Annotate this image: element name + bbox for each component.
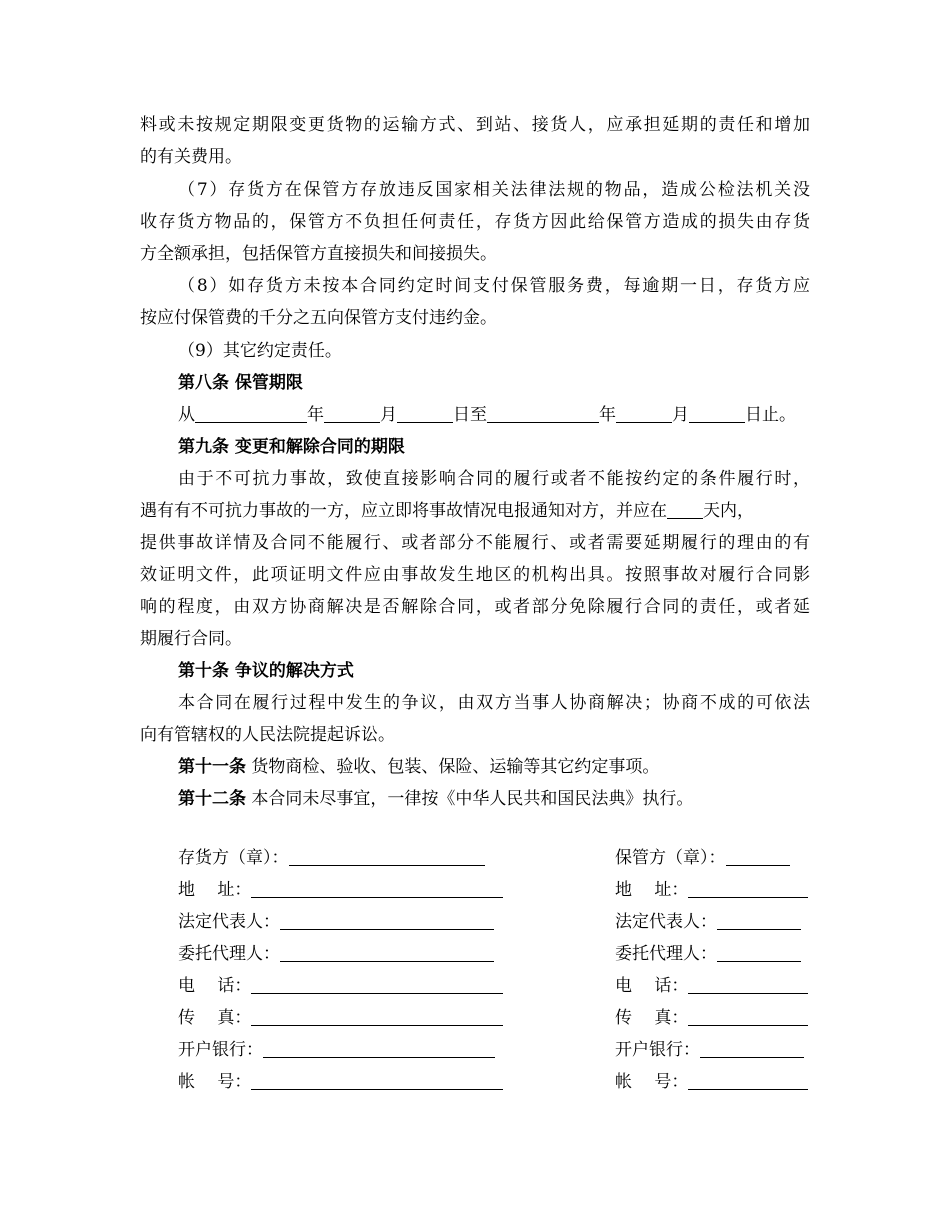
- depositor-seal-label: 存货方（章）：: [178, 848, 289, 868]
- start-day-field[interactable]: [397, 402, 453, 423]
- custodian-phone-label: 电 话：: [615, 976, 689, 996]
- custodian-phone-row: [615, 970, 808, 1002]
- depositor-seal-row: [178, 842, 485, 874]
- depositor-address-field[interactable]: [251, 877, 503, 898]
- depositor-account-row: [178, 1066, 503, 1098]
- custodian-seal-label: 保管方（章）：: [615, 848, 726, 868]
- article-10-title: 第十条 争议的解决方式: [178, 661, 354, 681]
- period-year-label: 年: [307, 405, 324, 425]
- clause-7-line: （7）存货方在保管方存放违反国家相关法律法规的物品，造成公检法机关没: [178, 180, 810, 200]
- depositor-bank-field[interactable]: [263, 1037, 495, 1058]
- depositor-phone-field[interactable]: [251, 973, 503, 994]
- depositor-seal-field[interactable]: [289, 845, 485, 866]
- depositor-fax-row: [178, 1002, 503, 1034]
- article-9-line: 效证明文件，此项证明文件应由事故发生地区的机构出具。按照事故对履行合同影: [140, 565, 810, 585]
- custodian-address-row: [615, 874, 808, 906]
- custodian-fax-row: [615, 1002, 808, 1034]
- article-9-text: 天内，: [703, 501, 754, 521]
- clause-8-line: 按应付保管费的千分之五向保管方支付违约金。: [140, 308, 497, 328]
- custodian-bank-field[interactable]: [700, 1037, 804, 1058]
- custodian-address-label: 地 址：: [615, 880, 689, 900]
- paragraph-line: 的有关费用。: [140, 147, 242, 167]
- article-12-text: 本合同未尽事宜，一律按《中华人民共和国民法典》执行。: [246, 789, 694, 809]
- custodian-bank-row: [615, 1034, 804, 1066]
- article-10-line: 向有管辖权的人民法院提起诉讼。: [140, 725, 395, 745]
- depositor-account-field[interactable]: [251, 1069, 503, 1090]
- depositor-account-label: 帐 号：: [178, 1072, 252, 1092]
- period-from-label: 从: [178, 405, 195, 425]
- custodian-fax-label: 传 真：: [615, 1008, 689, 1028]
- depositor-phone-row: [178, 970, 503, 1002]
- depositor-agent-field[interactable]: [280, 941, 494, 962]
- article-12-head: 第十二条: [178, 789, 246, 809]
- article-9-line: 响的程度，由双方协商解决是否解除合同，或者部分免除履行合同的责任，或者延: [140, 597, 810, 617]
- depositor-fax-label: 传 真：: [178, 1008, 252, 1028]
- depositor-agent-row: [178, 938, 494, 970]
- clause-8-line: （8）如存货方未按本合同约定时间支付保管服务费，每逾期一日，存货方应: [178, 276, 810, 296]
- period-month-label: 月: [672, 405, 689, 425]
- custodian-legal-rep-label: 法定代表人：: [615, 912, 717, 932]
- article-11: [178, 751, 810, 783]
- custodian-account-label: 帐 号：: [615, 1072, 689, 1092]
- custodian-agent-label: 委托代理人：: [615, 944, 717, 964]
- custodian-address-field[interactable]: [688, 877, 808, 898]
- start-year-field[interactable]: [195, 402, 307, 423]
- article-12: [178, 783, 810, 815]
- article-10-line: 本合同在履行过程中发生的争议，由双方当事人协商解决；协商不成的可依法: [178, 693, 810, 713]
- article-11-text: 货物商检、验收、包装、保险、运输等其它约定事项。: [246, 757, 660, 777]
- depositor-legal-rep-row: [178, 906, 494, 938]
- custodian-agent-row: [615, 938, 801, 970]
- period-year-label: 年: [599, 405, 616, 425]
- custodian-account-field[interactable]: [688, 1069, 808, 1090]
- article-8-title: 第八条 保管期限: [178, 373, 303, 393]
- period-dayto-label: 日至: [453, 405, 487, 425]
- days-field[interactable]: [667, 498, 703, 519]
- article-9-line: 期履行合同。: [140, 629, 242, 649]
- paragraph-line: 料或未按规定期限变更货物的运输方式、到站、接货人，应承担延期的责任和增加: [140, 115, 810, 135]
- period-month-label: 月: [380, 405, 397, 425]
- depositor-address-row: [178, 874, 503, 906]
- custodian-phone-field[interactable]: [688, 973, 808, 994]
- article-11-head: 第十一条: [178, 757, 246, 777]
- article-9-title: 第九条 变更和解除合同的期限: [178, 437, 405, 457]
- custodian-seal-row: [615, 842, 790, 874]
- period-end-label: 日止。: [745, 405, 796, 425]
- article-9-line: 提供事故详情及合同不能履行、或者部分不能履行、或者需要延期履行的理由的有: [140, 533, 810, 553]
- clause-9-line: （9）其它约定责任。: [178, 341, 342, 361]
- depositor-phone-label: 电 话：: [178, 976, 252, 996]
- custodian-seal-field[interactable]: [726, 845, 790, 866]
- custodian-bank-label: 开户银行：: [615, 1040, 700, 1060]
- end-year-field[interactable]: [487, 402, 599, 423]
- custodian-account-row: [615, 1066, 808, 1098]
- end-day-field[interactable]: [689, 402, 745, 423]
- custodian-agent-field[interactable]: [717, 941, 801, 962]
- depositor-legal-rep-label: 法定代表人：: [178, 912, 280, 932]
- storage-period-line: [178, 399, 810, 431]
- depositor-agent-label: 委托代理人：: [178, 944, 280, 964]
- depositor-legal-rep-field[interactable]: [280, 909, 494, 930]
- article-9-line: 由于不可抗力事故，致使直接影响合同的履行或者不能按约定的条件履行时，: [178, 469, 810, 489]
- depositor-fax-field[interactable]: [251, 1005, 503, 1026]
- start-month-field[interactable]: [324, 402, 380, 423]
- end-month-field[interactable]: [616, 402, 672, 423]
- clause-7-line: 收存货方物品的，保管方不负担任何责任，存货方因此给保管方造成的损失由存货: [140, 212, 810, 232]
- depositor-bank-label: 开户银行：: [178, 1040, 263, 1060]
- clause-7-line: 方全额承担，包括保管方直接损失和间接损失。: [140, 244, 497, 264]
- custodian-fax-field[interactable]: [688, 1005, 808, 1026]
- depositor-address-label: 地 址：: [178, 880, 252, 900]
- article-9-line: [140, 495, 810, 527]
- depositor-bank-row: [178, 1034, 495, 1066]
- custodian-legal-rep-row: [615, 906, 801, 938]
- custodian-legal-rep-field[interactable]: [717, 909, 801, 930]
- article-9-text: 遇有有不可抗力事故的一方，应立即将事故情况电报通知对方，并应在: [140, 501, 667, 521]
